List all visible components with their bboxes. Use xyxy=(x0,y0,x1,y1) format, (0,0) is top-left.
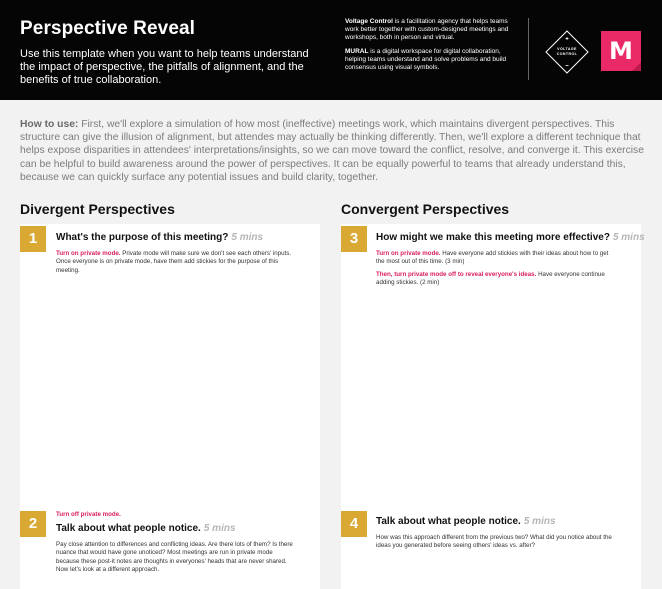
mural-desc: is a digital workspace for digital collaboration, helping teams understand and solve problems and build consensus using visual symbols. xyxy=(345,47,507,72)
page-title: Perspective Reveal xyxy=(20,18,196,39)
step3-instruction1: Turn on private mode. xyxy=(376,250,441,257)
step1-number: 1 xyxy=(20,226,46,252)
vc-desc: is a facilitation agency that helps teams work better together with custom-designed meetings and workshops, both in person and virtual. xyxy=(345,18,509,42)
step3-instruction2: Then, turn private mode off to reveal everyone's ideas. xyxy=(376,271,537,278)
step2-body: Pay close attention to differences and conflicting ideas. Are there lots of them? Is there nuance that would have gone unoticed? Most meetings are run in private mode because these post-it notes are thoughts in everyones' heads that are never shared. Now let's look at a different approach. xyxy=(56,541,293,574)
voltage-control-logo-text xyxy=(552,47,582,57)
mural-logo-letter: M xyxy=(609,37,633,65)
step1-body xyxy=(56,250,301,275)
step3-body2 xyxy=(376,271,616,288)
step3-number: 3 xyxy=(341,226,367,252)
convergent-title: Convergent Perspectives xyxy=(341,201,510,217)
step2-instruction: Turn off private mode. xyxy=(56,511,121,518)
step1-title xyxy=(56,232,263,243)
step4-number: 4 xyxy=(341,511,367,537)
step2-title xyxy=(56,523,236,534)
vc-about xyxy=(345,18,520,43)
mural-name: MURAL xyxy=(345,47,369,55)
step3-mins: 5 mins xyxy=(612,232,645,243)
step4-body: How was this approach different from the previous two? What did you notice about the ideas you generated before seeing others' ideas vs. after? xyxy=(376,534,612,550)
mural-logo-corner xyxy=(632,62,641,71)
step1-instruction: Turn on private mode. xyxy=(56,250,121,257)
step3-body xyxy=(376,250,616,267)
step3-title-text: How might we make this meeting more effective? xyxy=(376,232,610,243)
vc-name: Voltage Control xyxy=(345,18,393,25)
step4-title xyxy=(376,516,556,527)
how-to-text: First, we'll explore a simulation of how most (ineffective) meetings work, which maintains divergent perspectives. This structure can give the illusion of alignment, but attendes may actually be thinking differently. Then, we'll explore a different technique that helps expose disparities in attendees' interpretations/insights, so we can move toward the conflict, resolve, and converge it. This exercise can be helpful to build awareness around the power of perspectives. It can be equally powerful to teams that already understand this, because we can quickly surface any potential issues and build clarity, together. xyxy=(20,119,644,183)
divergent-title: Divergent Perspectives xyxy=(20,201,175,217)
vc-logo-line1: VOLTAGE xyxy=(557,47,577,51)
step1-text: Private mode will make sure we don't see each others' inputs. Once everyone is on private mode, have them add stickies for the purpose of this meeting. xyxy=(56,250,292,274)
header-divider xyxy=(528,18,529,80)
step1-mins: 5 mins xyxy=(231,232,264,243)
how-to-use xyxy=(20,118,645,184)
step2-number: 2 xyxy=(20,511,46,537)
mural-about xyxy=(345,48,520,73)
step3-text1: Have everyone add stickies with their ideas about how to get the most out of this time. (3 min) xyxy=(376,250,609,266)
step4-title-text: Talk about what people notice. xyxy=(376,516,521,527)
step2-title-text: Talk about what people notice. xyxy=(56,523,201,534)
template-description: Use this template when you want to help teams understand the impact of perspective, the pitfalls of alignment, and the benefits of true collaboration. xyxy=(20,48,309,86)
step3-title xyxy=(376,232,645,243)
about-info xyxy=(345,18,520,77)
vc-logo-line2: CONTROL xyxy=(556,52,578,56)
step4-mins: 5 mins xyxy=(523,516,556,527)
step3-text2: Have everyone continue adding stickies. (2 min) xyxy=(376,271,605,287)
step1-title-text: What's the purpose of this meeting? xyxy=(56,232,229,243)
step2-mins: 5 mins xyxy=(203,523,236,534)
how-to-label: How to use: xyxy=(20,119,79,130)
header-banner xyxy=(0,0,662,100)
step2-pre xyxy=(56,511,121,519)
mural-logo-icon[interactable] xyxy=(601,31,641,71)
